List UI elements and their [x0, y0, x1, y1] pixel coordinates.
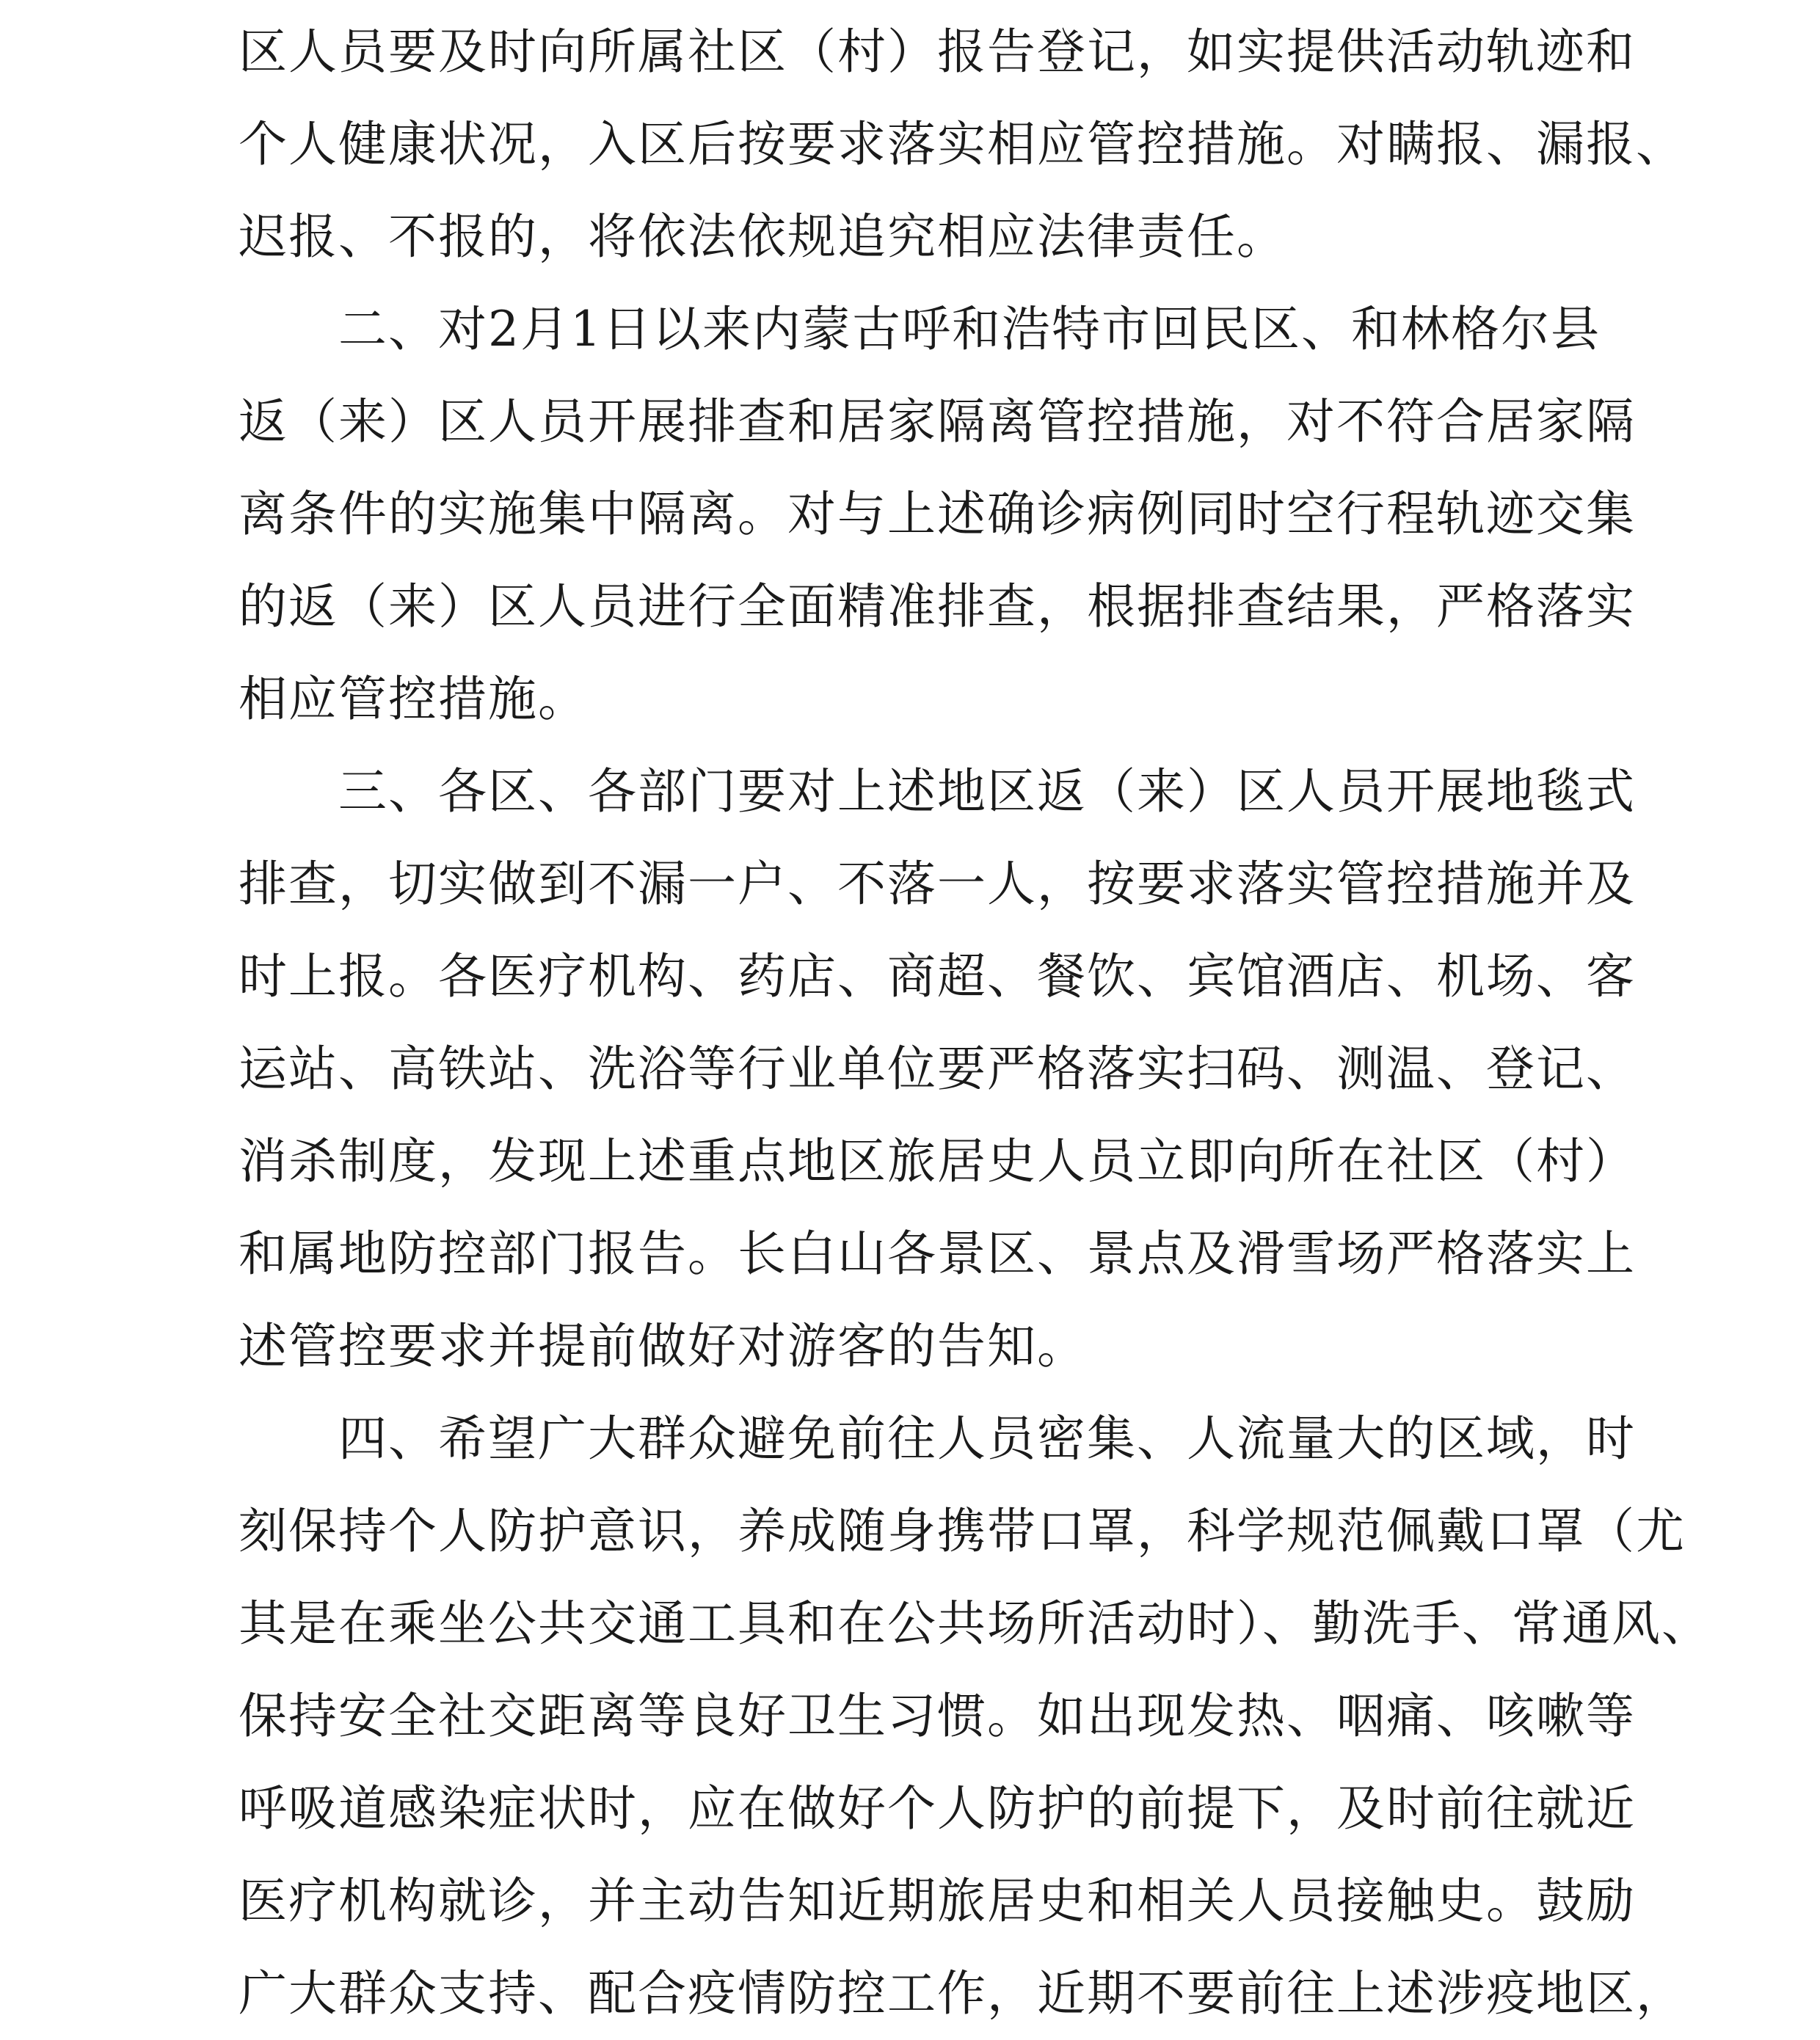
text-line: 相应管控措施。: [239, 671, 588, 727]
text-line: 刻保持个人防护意识，养成随身携带口罩，科学规范佩戴口罩（尤: [239, 1503, 1686, 1559]
text-line: 二、对2月1日以来内蒙古呼和浩特市回民区、和林格尔县: [239, 301, 1601, 357]
text-line: 个人健康状况，入区后按要求落实相应管控措施。对瞒报、漏报、: [239, 116, 1686, 172]
text-line: 三、各区、各部门要对上述地区返（来）区人员开展地毯式: [239, 763, 1636, 820]
text-line: 四、希望广大群众避免前往人员密集、人流量大的区域，时: [239, 1410, 1636, 1467]
text-line: 呼吸道感染症状时，应在做好个人防护的前提下，及时前往就近: [239, 1780, 1636, 1837]
text-line: 离条件的实施集中隔离。对与上述确诊病例同时空行程轨迹交集: [239, 486, 1636, 542]
text-line: 和属地防控部门报告。长白山各景区、景点及滑雪场严格落实上: [239, 1225, 1636, 1282]
text-line: 的返（来）区人员进行全面精准排查，根据排查结果，严格落实: [239, 578, 1636, 635]
text-line: 医疗机构就诊，并主动告知近期旅居史和相关人员接触史。鼓励: [239, 1873, 1636, 1929]
text-line: 排查，切实做到不漏一户、不落一人，按要求落实管控措施并及: [239, 856, 1636, 912]
text-line: 消杀制度，发现上述重点地区旅居史人员立即向所在社区（村）: [239, 1133, 1636, 1190]
text-line: 时上报。各医疗机构、药店、商超、餐饮、宾馆酒店、机场、客: [239, 948, 1636, 1005]
text-line: 运站、高铁站、洗浴等行业单位要严格落实扫码、测温、登记、: [239, 1041, 1636, 1097]
text-line: 返（来）区人员开展排查和居家隔离管控措施，对不符合居家隔: [239, 393, 1636, 450]
text-line: 区人员要及时向所属社区（村）报告登记，如实提供活动轨迹和: [239, 23, 1636, 80]
text-line: 迟报、不报的，将依法依规追究相应法律责任。: [239, 208, 1286, 265]
text-line: 保持安全社交距离等良好卫生习惯。如出现发热、咽痛、咳嗽等: [239, 1688, 1636, 1744]
text-line: 其是在乘坐公共交通工具和在公共场所活动时）、勤洗手、常通风、: [239, 1595, 1711, 1652]
text-line: 广大群众支持、配合疫情防控工作，近期不要前往上述涉疫地区，: [239, 1965, 1686, 2022]
document-body: [239, 6, 1711, 2040]
text-line: 述管控要求并提前做好对游客的告知。: [239, 1318, 1087, 1374]
